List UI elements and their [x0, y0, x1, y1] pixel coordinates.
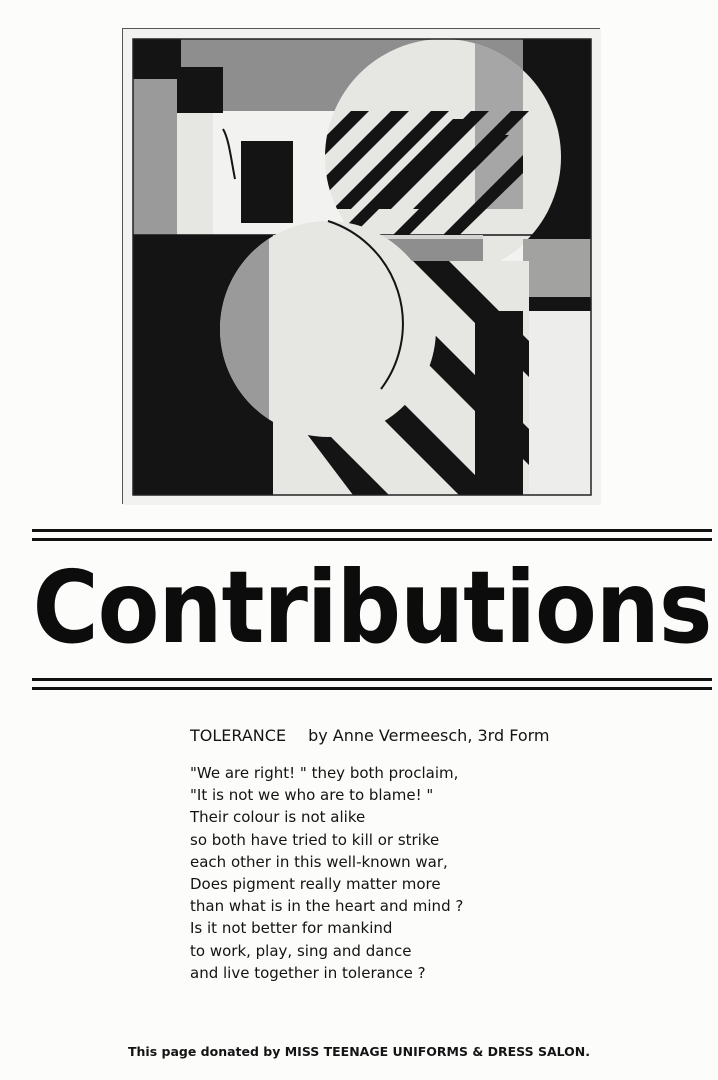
poem-line: Does pigment really matter more: [190, 875, 441, 894]
poem-line: Their colour is not alike: [190, 808, 366, 827]
poem-line: and live together in tolerance ?: [190, 963, 426, 982]
double-rule-bottom: [32, 678, 712, 690]
poem-line: than what is in the heart and mind ?: [190, 897, 464, 916]
poem-line: to work, play, sing and dance: [190, 941, 412, 960]
poem-line: "It is not we who are to blame! ": [190, 786, 434, 805]
poem-title: TOLERANCE: [190, 726, 287, 745]
gray-column: [133, 79, 177, 235]
page-heading: Contributions: [32, 549, 712, 666]
sponsor-footer: This page donated by MISS TEENAGE UNIFORMS & DRESS SALON.: [128, 1044, 590, 1059]
poem-line: Is it not better for mankind: [190, 919, 393, 938]
poem-header: [190, 726, 610, 746]
black-block-small: [241, 141, 293, 223]
poem-body: [190, 762, 590, 984]
poem-line: so both have tried to kill or strike: [190, 830, 440, 849]
double-rule-top: [32, 529, 712, 541]
poem-byline: by Anne Vermeesch, 3rd Form: [308, 726, 550, 745]
black-square: [177, 67, 223, 113]
poem-line: each other in this well-known war,: [190, 852, 448, 871]
black-block: [133, 39, 181, 79]
poem-line: "We are right! " they both proclaim,: [190, 764, 459, 782]
abstract-geometric-artwork: [122, 28, 600, 504]
artwork-drawing: [123, 29, 601, 505]
